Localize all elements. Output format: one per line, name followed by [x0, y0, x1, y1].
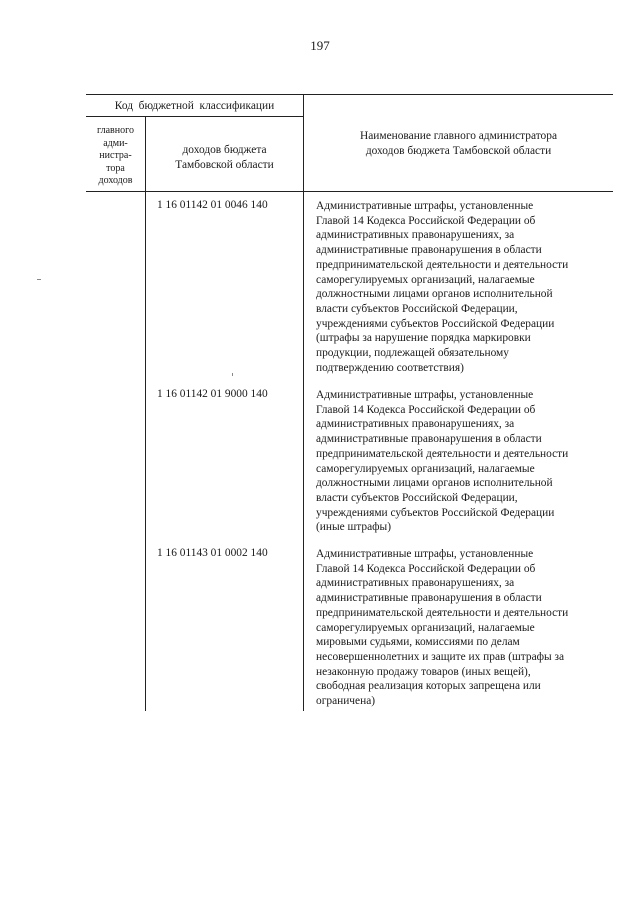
scan-mark [37, 279, 41, 280]
header-income-column: доходов бюджета Тамбовской области [175, 144, 274, 171]
scan-mark [232, 373, 233, 376]
table-top-border [86, 94, 613, 95]
page-number: 197 [310, 38, 330, 53]
row-3-code: 1 16 01143 01 0002 140 [157, 547, 268, 559]
row-1-name: Административные штрафы, установленные Главой 14 Кодекса Российской Федерации об административных правонарушениях, за административные правонарушения в области предпринимательской деятельности и деятельности саморегулируемых организаций, налагаемые должностными лицами органов исполнительной власти субъектов Российской Федерации, учреждениями субъектов Российской Федерации (штрафы за нарушение порядка маркировки продукции, подлежащей обязательному подтверждению соответствия) [316, 200, 569, 374]
group-header-divider [86, 116, 303, 117]
header-group-title: Код бюджетной классификации [114, 100, 275, 112]
admin-column-divider [145, 116, 146, 711]
row-2-code: 1 16 01142 01 9000 140 [157, 388, 268, 400]
row-3-name: Административные штрафы, установленные Главой 14 Кодекса Российской Федерации об административных правонарушениях, за административные правонарушения в области предпринимательской деятельности и деятельности саморегулируемых организаций, налагаемые мировыми судьями, комиссиями по делам несовершеннолетних и защите их прав (штрафы за незаконную продажу товаров (иных вещей), свободная реализация которых запрещена или ограничена) [316, 548, 569, 708]
header-admin-column: главного адми- нистра- тора доходов [97, 125, 134, 187]
name-column-divider [303, 94, 304, 711]
header-name-column: Наименование главного администратора доходов бюджета Тамбовской области [360, 130, 557, 157]
header-bottom-border [86, 191, 613, 192]
row-1-code: 1 16 01142 01 0046 140 [157, 199, 268, 211]
row-2-name: Административные штрафы, установленные Главой 14 Кодекса Российской Федерации об административных правонарушениях, за административные правонарушения в области предпринимательской деятельности и деятельности саморегулируемых организаций, налагаемые должностными лицами органов исполнительной власти субъектов Российской Федерации, учреждениями субъектов Российской Федерации (иные штрафы) [316, 389, 569, 534]
